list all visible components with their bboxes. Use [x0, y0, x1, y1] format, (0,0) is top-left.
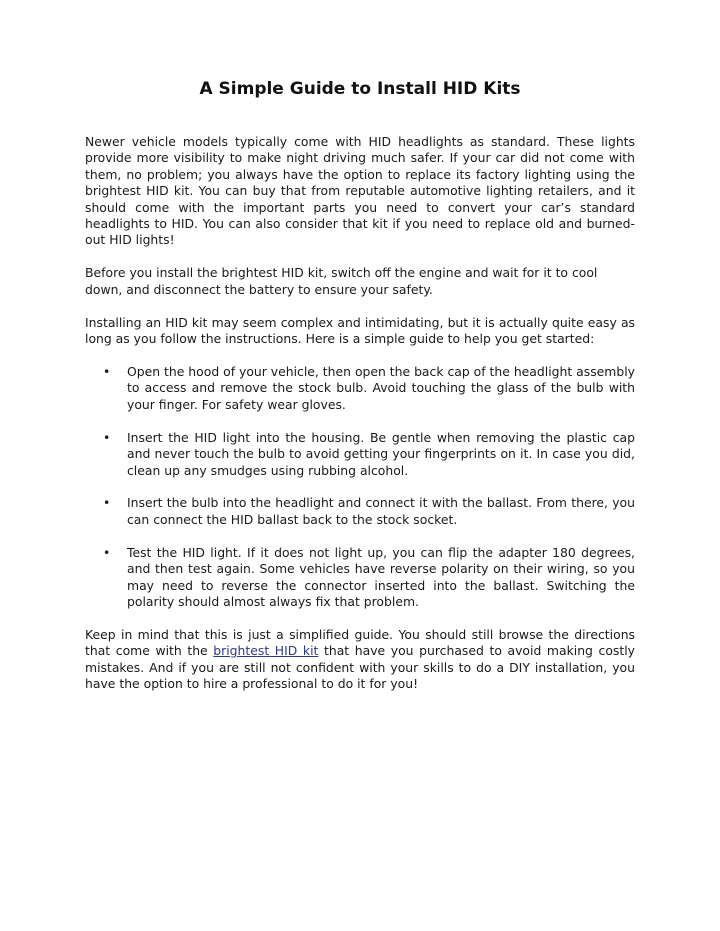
list-item	[85, 430, 635, 479]
bullet-icon: •	[103, 363, 111, 379]
bullet-icon: •	[103, 544, 111, 560]
closing-paragraph	[85, 627, 635, 693]
document-title: A Simple Guide to Install HID Kits	[199, 79, 521, 99]
list-item	[85, 495, 635, 528]
list-item	[85, 545, 635, 611]
closing-text-after-link: that have you purchased to avoid making costly mistakes. And if you are still not confident with your skills to do a DIY installation, you have the option to hire a professional to do it for you!	[85, 643, 635, 692]
bullet-icon: •	[103, 429, 111, 445]
brightest-hid-kit-link[interactable]: brightest HID kit	[213, 643, 319, 659]
step-text: Open the hood of your vehicle, then open the back cap of the headlight assembly to access and remove the stock bulb. Avoid touching the glass of the bulb with your finger. For safety wear gloves.	[127, 363, 635, 412]
lead-in-paragraph: Installing an HID kit may seem complex and intimidating, but it is actually quite easy as long as you follow the instructions. Here is a simple guide to help you get started:	[85, 314, 635, 347]
intro-paragraph: Newer vehicle models typically come with HID headlights as standard. These lights provide more visibility to make night driving much safer. If your car did not come with them, no problem; you always have the option to replace its factory lighting using the brightest HID kit. You can buy that from reputable automotive lighting retailers, and it should come with the important parts you need to convert your car’s standard headlights to HID. You can also consider that kit if you need to replace old and burned-out HID lights!	[85, 134, 635, 248]
safety-paragraph: Before you install the brightest HID kit, switch off the engine and wait for it to cool down, and disconnect the battery to ensure your safety.	[85, 265, 598, 297]
step-text: Insert the bulb into the headlight and connect it with the ballast. From there, you can connect the HID ballast back to the stock socket.	[127, 495, 635, 527]
closing-text-before-link: Keep in mind that this is just a simplified guide. You should still browse the directions that come with the	[85, 626, 635, 659]
step-text: Insert the HID light into the housing. Be gentle when removing the plastic cap and never touch the bulb to avoid getting your fingerprints on it. In case you did, clean up any smudges using rubbing alcohol.	[127, 429, 635, 478]
installation-steps-list	[85, 364, 635, 610]
bullet-icon: •	[103, 495, 111, 511]
document-page	[85, 78, 635, 709]
list-item	[85, 364, 635, 413]
step-text: Test the HID light. If it does not light up, you can flip the adapter 180 degrees, and then test again. Some vehicles have reverse polarity on their wiring, so you may need to reverse the connector inserted into the ballast. Switching the polarity should almost always fix that problem.	[127, 544, 635, 609]
